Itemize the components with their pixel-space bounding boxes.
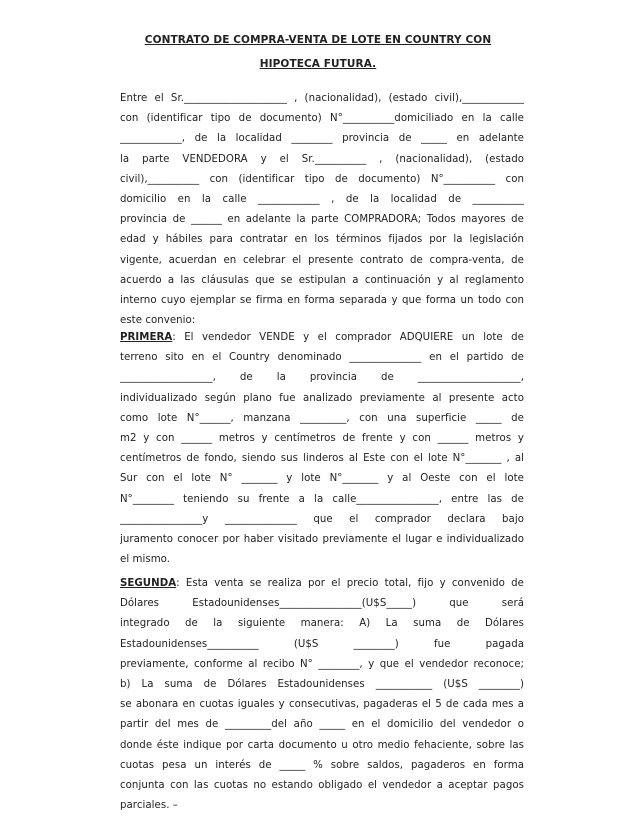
paragraph-line: el mismo. — [120, 554, 171, 566]
paragraph-line: conjunta con las cuotas no estando obligado el vendedor a aceptar pagos — [120, 779, 524, 791]
clause-first-line — [120, 574, 524, 594]
paragraph-line: ________________y ______________ que el comprador declara bajo — [120, 513, 524, 525]
paragraph-line: partir del mes de _________del año _____ en el domicilio del vendedor o — [120, 719, 524, 731]
paragraph-line: terreno sito en el Country denominado ______________ en el partido de — [120, 352, 524, 364]
paragraph-line: como lote N°______, manzana _________, con una superficie _____ de — [120, 412, 524, 424]
clause-heading: SEGUNDA — [120, 578, 177, 589]
paragraph-line: provincia de ______ en adelante la parte COMPRADORA; Todos mayores de — [120, 214, 524, 226]
paragraph-line: ____________, de la localidad ________ provincia de _____ en adelante — [120, 133, 524, 145]
document-title-line-2: HIPOTECA FUTURA. — [259, 58, 377, 70]
paragraph-line: b) La suma de Dólares Estadounidenses ___________ (U$S ________) — [120, 678, 524, 690]
paragraph-line: Dólares Estadounidenses________________(U$S_____) que será — [120, 598, 524, 610]
paragraph-line: N°________ teniendo su frente a la calle________________, entre las de — [120, 493, 524, 505]
paragraph-line: domicilio en la calle ____________ , de la localidad de __________ — [120, 193, 524, 205]
paragraph-line: parciales. – — [120, 800, 178, 812]
paragraph-line: con (identificar tipo de documento) N°__________domiciliado en la calle — [120, 113, 524, 125]
clause-primera — [120, 328, 524, 570]
paragraph-line: m2 y con ______ metros y centímetros de frente y con ______ metros y — [120, 432, 524, 444]
paragraph-line: previamente, conforme al recibo N° ________, y que el vendedor reconoce; — [120, 658, 524, 670]
clause-first-line — [120, 328, 524, 348]
paragraph-line: acuerdo a las cláusulas que se estipulan a continuación y al reglamento — [120, 274, 524, 286]
paragraph-line: la parte VENDEDORA y el Sr.__________ , (nacionalidad), (estado — [120, 153, 524, 165]
paragraph-line: civil),__________ con (identificar tipo de documento) N°__________ con — [120, 173, 524, 185]
paragraph-line: Sur con el lote N° _______ y lote N°_______ y al Oeste con el lote — [120, 473, 524, 485]
paragraph-line: juramento conocer por haber visitado previamente el lugar e individualizado — [120, 533, 524, 545]
clause-first-line-text: : El vendedor VENDE y el comprador ADQUIERE un lote de — [172, 332, 524, 343]
paragraph-line: Estadounidenses__________ (U$S ________) fue pagada — [120, 638, 524, 650]
intro-paragraph — [120, 89, 524, 331]
paragraph-line: individualizado según plano fue analizado previamente al presente acto — [120, 392, 524, 404]
paragraph-line: este convenio: — [120, 315, 196, 327]
paragraph-line: vigente, acuerdan en celebrar el presente contrato de compra-venta, de — [120, 254, 524, 266]
document-title-line-1: CONTRATO DE COMPRA-VENTA DE LOTE EN COUNTRY CON — [144, 34, 492, 46]
clause-heading: PRIMERA — [120, 332, 173, 343]
paragraph-line: donde éste indique por carta documento u otro medio fehaciente, sobre las — [120, 739, 524, 751]
paragraph-line: integrado de la siguiente manera: A) La suma de Dólares — [120, 618, 524, 630]
paragraph-line: centímetros de fondo, siendo sus linderos al Este con el lote N°_______ , al — [120, 453, 524, 465]
clause-segunda — [120, 574, 524, 816]
paragraph-line: cuotas pesa un interés de _____ % sobre saldos, pagaderos en forma — [120, 759, 524, 771]
clause-first-line-text: : Esta venta se realiza por el precio total, fijo y convenido de — [176, 578, 524, 589]
paragraph-line: interno cuyo ejemplar se firma en forma separada y que forma un todo con — [120, 294, 524, 306]
paragraph-line: edad y hábiles para contratar en los términos fijados por la legislación — [120, 234, 524, 246]
paragraph-line: __________________, de la provincia de ____________________, — [120, 372, 524, 384]
paragraph-line: Entre el Sr.____________________ , (nacionalidad), (estado civil),____________ — [120, 93, 524, 104]
paragraph-line: se abonara en cuotas iguales y consecutivas, pagaderas el 5 de cada mes a — [120, 699, 524, 711]
